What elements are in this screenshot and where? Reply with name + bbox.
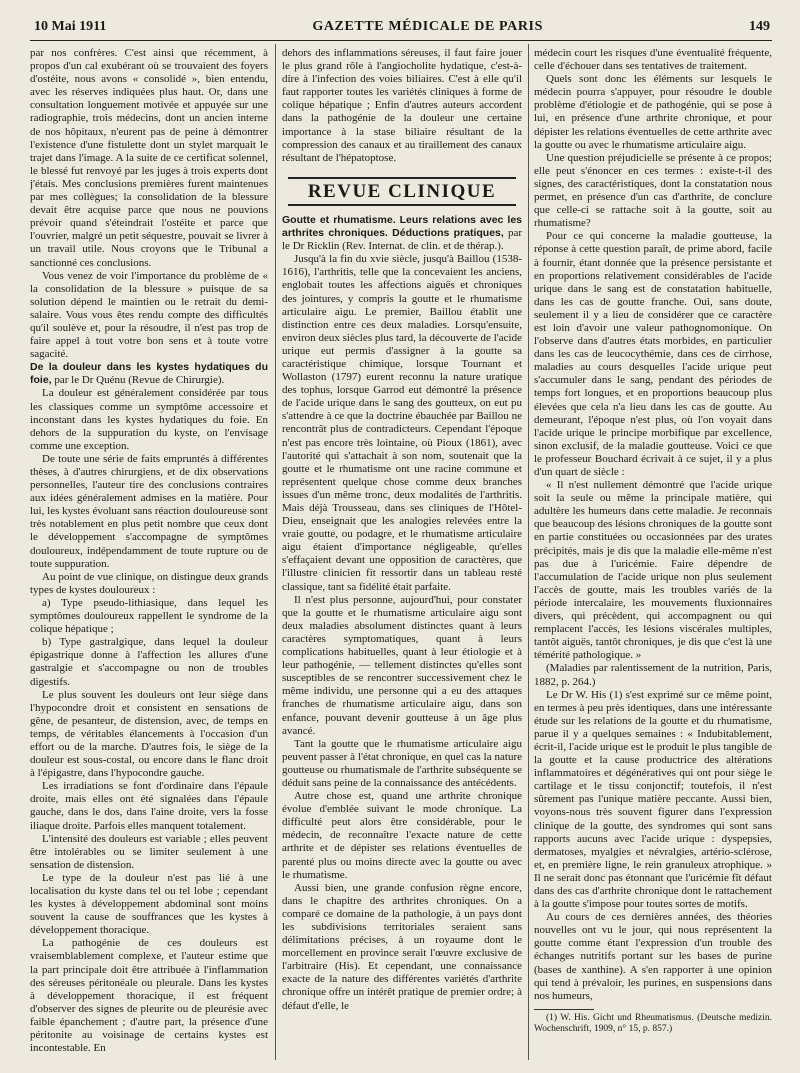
paragraph: Les irradiations se font d'ordinaire dans l'épaule droite, mais elles ont été signalées dans l'épaule gauche, dans le dos, dans l'aine droite, vers la fosse iliaque droite. Parfois elles manquent totalement. — [30, 780, 268, 832]
quotation-reference: (Maladies par ralentissement de la nutrition, Paris, 1882, p. 264.) — [534, 662, 772, 688]
footnote-rule — [534, 1009, 594, 1010]
paragraph: Quels sont donc les éléments sur lesquels le médecin pourra s'appuyer, pour résoudre le double problème d'étiologie et de pathogénie, qui se pose à lui, en présence d'une arthrite chronique, et pour dépister les relations éventuelles de cette arthrite avec la goutte ou avec le rhumatisme articulaire aigu. — [534, 73, 772, 151]
paragraph: par nos confrères. C'est ainsi que récemment, à propos d'un cal exubérant où se trouvaient des foyers d'ostéite, nous avons « consolidé », bien entendu, avec les réserves indiquées plus haut. Or, dans une consultation longuement motivée et appuyée sur une radiographie, trois médecins, dont un ancien interne de nos hôpitaux, n'eurent pas de peine à démontrer l'existence d'une fistulette dont un stylet marquait le trajet dans l'image. A la suite de ce certificat solennel, le blessé fut renvoyé par les juges à trois experts dont j'étais. Mes conclusions premières furent maintenues par mes collègues; la consolidation de la blessure devait être acquise parce que nous ne pouvions prévoir quand s'éteindrait l'ostéite et parce que l'ouvrier, malgré un petit séquestre, pouvait se livrer à un travail utile. Nous croyons que le Tribunal a sanctionné ces conclusions. — [30, 47, 268, 269]
paragraph: Au cours de ces dernières années, des théories nouvelles ont vu le jour, qui nous représentent la goutte comme étant l'expression d'un trouble des échanges nutritifs portant sur les bases de purine (bases de xanthine). A s'en rapporter à une opinion qui tend à prévaloir, les purines, en suspensions dans nos humeurs, — [534, 911, 772, 1002]
article-author: par le Dr Ricklin (Rev. Internat. de clin. et de thérap.). — [282, 227, 522, 253]
paragraph: Il n'est plus personne, aujourd'hui, pour constater que la goutte et le rhumatisme articulaire aigu sont deux maladies absolument distinctes quant à leurs caractères symptomatiques, quant à leurs complications habituelles, quant à leur étiologie et à leur pathogénie, — tellement distinctes qu'elles sont susceptibles de se rencontrer successivement chez le même individu, une personne qui a eu des attaques franches de rhumatisme articulaire aigu, dans son enfance, pouvant devenir goutteuse à un âge plus avancé. — [282, 593, 522, 737]
column-divider — [275, 44, 276, 1060]
paragraph: Tant la goutte que le rhumatisme articulaire aigu peuvent passer à l'état chronique, en quel cas la nature goutteuse ou rhumatismale de l'arthrite subséquente se déduit sans peine de la connaissance des antécédents. — [282, 737, 522, 789]
column-right — [534, 47, 772, 1057]
paragraph: Pour ce qui concerne la maladie goutteuse, la réponse à cette question paraît, de prime abord, facile à fournir, étant donnée que la présence persistante et en proportions relativement considérables de l'acide urique dans le sang est de constatation habituelle, dans les cas de goutte franche. Oui, sans doute, seulement il y a lieu de considérer que ce caractère est loin d'avoir une valeur pathognomonique. On l'observe dans d'autres états morbides, en particulier dans les cas de leucocythémie, dans ces de cirrhose, maladies au cours desquelles l'acide urique peut s'accumuler dans le sang, pendant des périodes de temps fort longues, et en proportions beaucoup plus élevées que cela n'a lieu dans les cas de goutte. Au demeurant, l'époque n'est plus, où l'on voyait dans l'acide urique le principe morbifique par excellence, sinon exclusif, de la maladie goutteuse. Voici ce que le professeur Bouchard écrivait à ce sujet, il y a plus d'un quart de siècle : — [534, 230, 772, 478]
article-title: Goutte et rhumatisme. Leurs relations avec les arthrites chroniques. Déductions pratiques, — [282, 213, 522, 240]
paragraph: a) Type pseudo-lithiasique, dans lequel les symptômes douloureux rappellent le syndrome de la colique hépatique ; — [30, 596, 268, 636]
article-author: par le Dr Quénu (Revue de Chirurgie). — [51, 374, 225, 387]
column-divider — [528, 44, 529, 1060]
issue-date: 10 Mai 1911 — [34, 19, 107, 34]
paragraph: Le Dr W. His (1) s'est exprimé sur ce même point, en termes à peu près identiques, dans une intéressante étude sur les relations de la goutte et du rhumatisme, parue il y a quelques semaines : « Indubitablement, écrit-il, l'acide urique est le produit le plus tangible de la goutte et la cause productrice des altérations inflammatoires et dégénératives qui ont pour siège le cartilage et le tissu conjonctif; toutefois, il n'est sûrement pas l'unique matière peccante. Aussi bien, voyons-nous très souvent figurer dans l'expression clinique de la goutte, des syndromes qui sont sans rapports aucuns avec l'acide urique : dyspepsies, dermatoses, myalgies et névralgies, artério-sclérose, et, en première ligne, le rein granuleux atrophique. » Il ne serait donc pas étonnant que l'uricémie fît défaut dans des cas d'arthrite chronique dont le rattachement à la goutte s'impose pour toutes sortes de motifs. — [534, 688, 772, 911]
paragraph: Au point de vue clinique, on distingue deux grands types de kystes douloureux : — [30, 570, 268, 596]
quotation: « Il n'est nullement démontré que l'acide urique soit la seule ou même la principale matière, qui adultère les humeurs dans cette maladie. Je reconnais que beaucoup des lésions chroniques de la goutte sont en partie constituées ou occasionnées par des urates précipités, mais je dis que la maladie elle-même n'est pas due à l'uricémie. Faire dépendre de l'accumulation de l'acide urique non plus seulement l'accès de goutte, mais les troubles variés de la période intercalaire, les mouvements fluxionnaires divers, qui précèdent, qui accompagnent ou qui remplacent l'accès, les lésions viscérales multiples, tantôt aiguës, tantôt chroniques, je dis que c'est là une témérité pathologique. » — [534, 479, 772, 662]
publication-title: GAZETTE MÉDICALE DE PARIS — [312, 19, 543, 34]
page-header — [34, 18, 770, 36]
paragraph: b) Type gastralgique, dans lequel la douleur épigastrique donne à l'affection les allures d'une gastralgie et s'accompagne ou non de troubles digestifs. — [30, 636, 268, 688]
paragraph: Le type de la douleur n'est pas lié à une localisation du kyste dans tel ou tel lobe ; cependant les kystes à développement abdominal sont moins souvent la cause de souffrances que les kystes à développement thoracique. — [30, 871, 268, 937]
paragraph: médecin court les risques d'une éventualité fréquente, celle d'échouer dans ses tentatives de traitement. — [534, 47, 772, 73]
article-heading — [30, 361, 268, 387]
paragraph: dehors des inflammations séreuses, il faut faire jouer le plus grand rôle à l'angiocholite hydatique, c'est-à-dire à l'infection des voies biliaires. C'est à elle qu'il faut rapporter toutes les variétés cliniques à forme de colique hépatique ; Enfin d'autres auteurs accordent dans la pathogénie de la douleur une certaine importance à la stase biliaire résultant de la compression des canaux et au tiraillement des canaux résultant de l'hépatoptose. — [282, 47, 522, 164]
paragraph: Jusqu'à la fin du xvie siècle, jusqu'à Baillou (1538-1616), l'arthritis, telle que la concevaient les anciens, englobait toutes les affections aiguës et chroniques des jointures, y compris la goutte et le rhumatisme articulaire aigu. Le premier, Baillou établit une distinction entre ces deux maladies. Lorsqu'ensuite, environ deux siècles plus tard, la découverte de l'acide urique eut permis d'assigner à la goutte sa caractéristique chimique, lorsque Tournant et Wollaston (1797) eurent reconnu la nature uratique des tophus, lorsque Garrod eut démontré la présence de l'acide urique dans le sang des goutteux, on eut pu s'attendre à ce que la doctrine ébauchée par Baillou ne rencontrât plus de contradicteurs. Cependant l'époque n'est pas encore très lointaine, où Pioux (1861), avec l'autorité qui s'attachait à son nom, soutenait que la goutte et le rhumatisme ont une racine commune et représentent quelque chose comme deux branches issues d'un même tronc, deux modalités de l'arthritis. Mais déjà Trousseau, dans ses cliniques de l'Hôtel-Dieu, enseignait que les analogies relevées entre la vraie goutte, ou podagre, et le rhumatisme articulaire aigu étaient d'importance négligeable, qu'elles s'effaçaient devant une opposition de caractères, que l'illustre clinicien fit ressortir dans un tableau resté classique, tant sa fidélité était parfaite. — [282, 253, 522, 593]
paragraph: L'intensité des douleurs est variable ; elles peuvent être intolérables ou se limiter seulement à une sensation de distension. — [30, 832, 268, 871]
paragraph: Aussi bien, une grande confusion règne encore, dans le chapitre des arthrites chroniques. On a comparé ce domaine de la pathologie, à un pays dont les subdivisions territoriales seraient sans délimitations précises, à un royaume dont le morcellement en province serait l'œuvre exclusive de l'arbitraire (His). Et cependant, une connaissance exacte de la nature des différentes variétés d'arthrite chronique offre un intérêt pratique de premier ordre; à défaut d'elle, le — [282, 881, 522, 1012]
paragraph: La douleur est généralement considérée par tous les classiques comme un symptôme accessoire et inconstant dans les kystes hydatiques du foie. En dehors de la suppuration du kyste, on l'envisage comme une exception. — [30, 387, 268, 452]
header-rule — [30, 40, 772, 41]
paragraph: La pathogénie de ces douleurs est vraisemblablement complexe, et l'auteur estime que la part principale doit être attribuée à l'inflammation des séreuses péritonéale ou pleurale. Dans les kystes à développement thoracique, il est fréquent d'observer des signes de pleurite ou de pleurésie avec faible épanchement ; d'autre part, la présence d'une péritonite au voisinage de certains kystes est incontestable. En — [30, 937, 268, 1055]
section-title: REVUE CLINIQUE — [288, 177, 516, 206]
paragraph: De toute une série de faits empruntés à différentes thèses, à d'autres chirurgiens, et de dix observations personnelles, l'auteur tire des conclusions contraires aux idées généralement admises en la matière. Pour lui, les kystes évoluant sans réaction douloureuse sont très notablement en plus petit nombre que ceux dont le développement s'accompagne de symptômes douloureux, indépendamment de toute rupture ou de toute suppuration. — [30, 452, 268, 570]
footnote: (1) W. His. Gicht und Rheumatismus. (Deutsche medizin. Wochenschrift, 1909, n° 15, p. 857.) — [534, 1012, 772, 1034]
paragraph: Le plus souvent les douleurs ont leur siège dans l'hypocondre droit et consistent en sensations de gêne, de pesanteur, de distension, avec, de temps en temps, de véritables élancements à l'occasion d'un effort ou de la marche. D'autres fois, le siège de la douleur est sous-costal, ou encore dans le flanc droit à l'épigastre, dans l'hypocondre gauche. — [30, 688, 268, 780]
article-title: De la douleur dans les kystes hydatiques du foie, — [30, 361, 268, 387]
page-number: 149 — [749, 19, 770, 34]
article-heading — [282, 214, 522, 253]
paragraph: Vous venez de voir l'importance du problème de « la consolidation de la blessure » puisque de sa solution dépend le maintien ou le retrait du demi-salaire. Vous vous êtes rendu compte des difficultés qu'il soulève et, pour la résoudre, il n'est pas trop de faire appel à tout votre bon sens et à toute votre sagacité. — [30, 269, 268, 361]
column-left — [30, 47, 268, 1057]
paragraph: Une question préjudicielle se présente à ce propos; elle peut s'énoncer en ces termes : existe-t-il des signes, des caractéristiques, dont la constatation nous permet, en présence d'un cas d'arthrite, de conclure que celle-ci se rattache soit à la goutte, soit au rhumatisme? — [534, 151, 772, 230]
paragraph: Autre chose est, quand une arthrite chronique évolue d'emblée suivant le mode chronique. La difficulté peut alors être considérable, pour le médecin, de reconnaître l'exacte nature de cette arthrite et de dépister ses relations éventuelles de parenté plus ou moins directe avec la goutte ou avec le rhumatisme. — [282, 790, 522, 881]
column-middle — [282, 47, 522, 1057]
